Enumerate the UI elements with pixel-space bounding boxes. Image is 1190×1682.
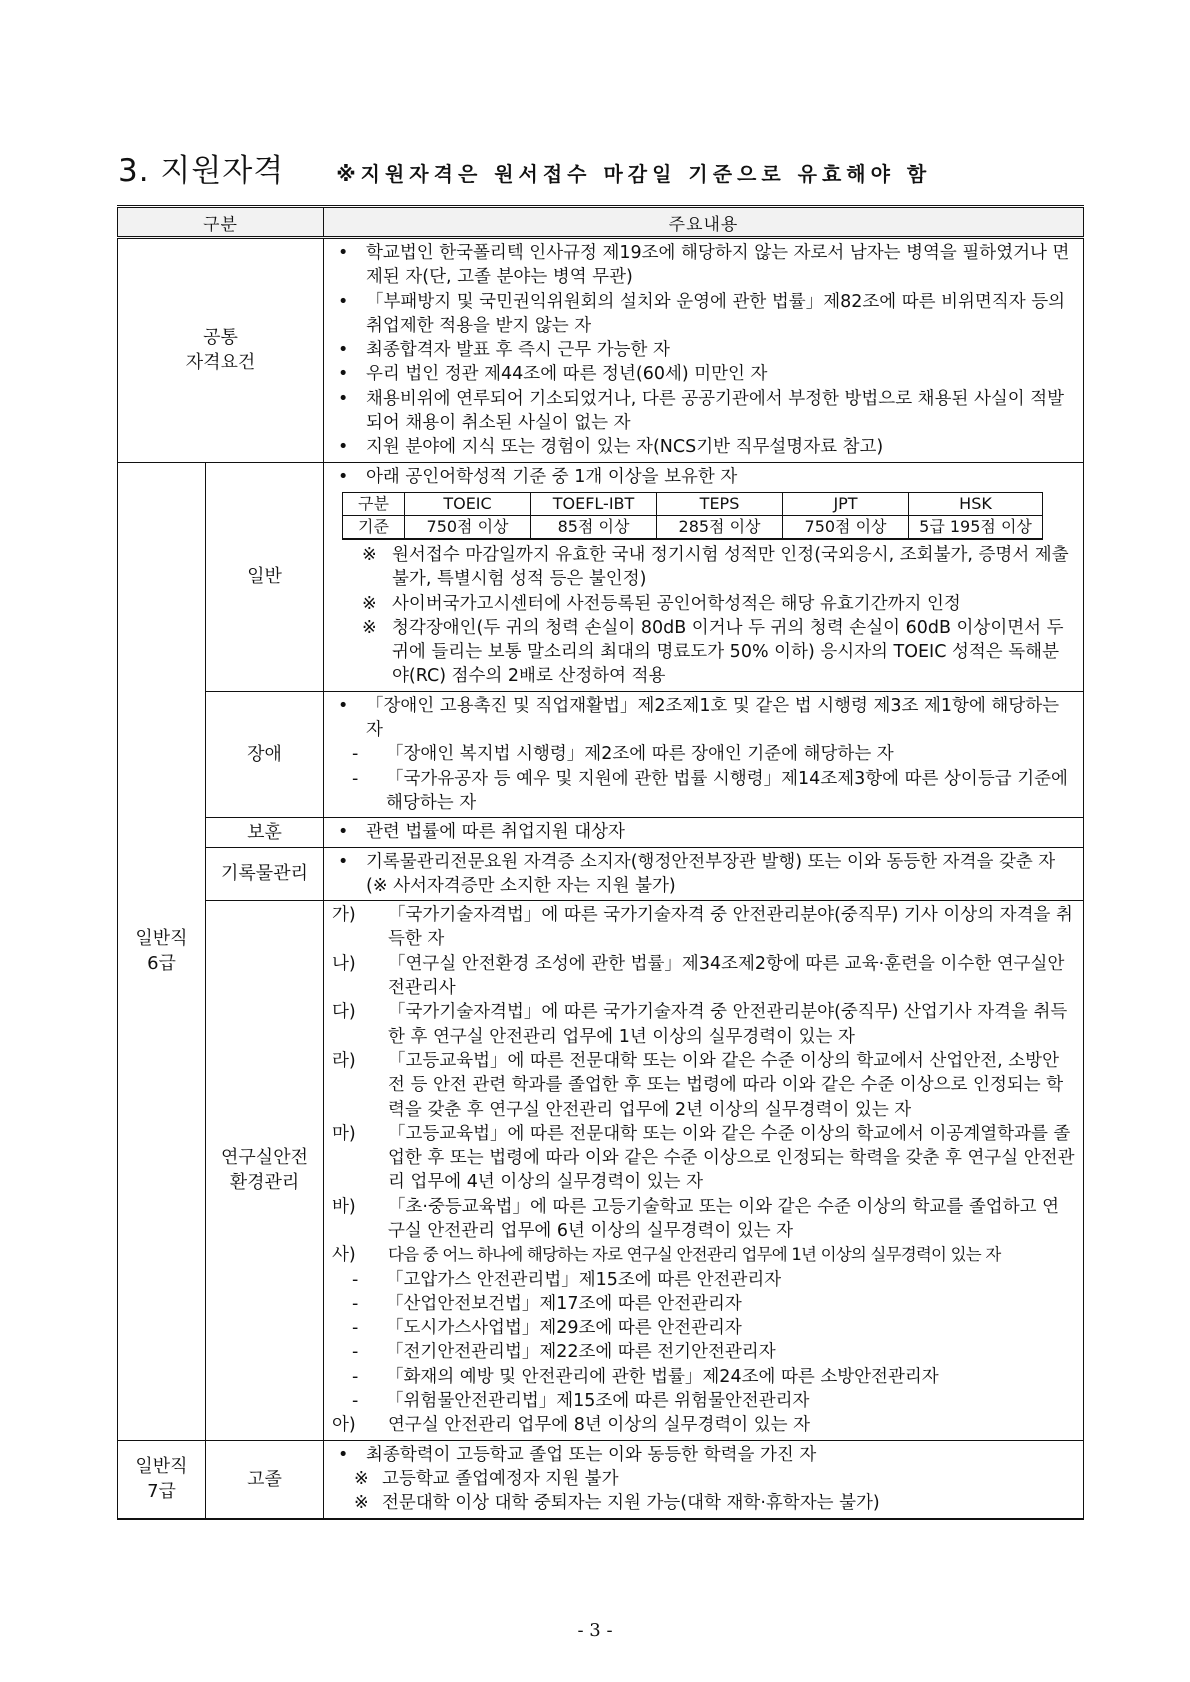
header-content: 주요내용 (324, 207, 1084, 238)
veterans-content (324, 818, 1084, 847)
list-item: • 학교법인 한국폴리텍 인사규정 제19조에 해당하지 않는 자로서 남자는 병역을 필하였거나 면제된 자(단, 고졸 분야는 병역 무관) (338, 243, 1070, 288)
disabled-content (324, 691, 1084, 817)
records-label: 기록물관리 (206, 847, 324, 901)
list-item: 사) 다음 중 어느 하나에 해당하는 자로 연구실 안전관리 업무에 1년 이상의 실무경력이 있는 자 (332, 1245, 1001, 1266)
eligibility-table (117, 205, 1084, 1520)
score-value-row: 기준 750점 이상 85점 이상 285점 이상 750점 이상 5급 195점 이상 (343, 515, 1043, 539)
highschool-content (324, 1440, 1084, 1518)
table-row-highschool (118, 1440, 1084, 1518)
sub-item: - 「산업안전보건법」제17조에 따른 안전관리자 (352, 1293, 742, 1314)
sub-item: - 「도시가스사업법」제29조에 따른 안전관리자 (352, 1318, 742, 1339)
general-label: 일반 (206, 462, 324, 691)
list-item: • 우리 법인 정관 제44조에 따른 정년(60세) 미만인 자 (338, 364, 768, 385)
highschool-label: 고졸 (206, 1440, 324, 1518)
table-row-general (118, 462, 1084, 691)
list-item: 바) 「초·중등교육법」에 따른 고등기술학교 또는 이와 같은 수준 이상의 학교를 졸업하고 연구실 안전관리 업무에 6년 이상의 실무경력이 있는 자 (332, 1196, 1059, 1241)
list-item: • 채용비위에 연루되어 기소되었거나, 다른 공공기관에서 부정한 방법으로 채용된 사실이 적발되어 채용이 취소된 사실이 없는 자 (338, 388, 1065, 434)
table-header-row (118, 207, 1084, 238)
general-content (324, 462, 1084, 691)
section-note: ※지원자격은 원서접수 마감일 기준으로 유효해야 함 (336, 162, 932, 186)
score-header-row: 구분 TOEIC TOEFL-IBT TEPS JPT HSK (343, 492, 1043, 515)
sub-item: - 「장애인 복지법 시행령」제2조에 따른 장애인 기준에 해당하는 자 (352, 744, 894, 765)
list-item: 가) 「국가기술자격법」에 따른 국가기술자격 중 안전관리분야(중직무) 기사 이상의 자격을 취득한 자 (332, 905, 1073, 950)
records-content (324, 847, 1084, 901)
list-item: • 기록물관리전문요원 자격증 소지자(행정안전부장관 발행) 또는 이와 동등한 자격을 갖춘 자 (※ 사서자격증만 소지한 자는 지원 불가) (338, 851, 1056, 896)
section-heading (118, 150, 931, 190)
list-item: 나) 「연구실 안전환경 조성에 관한 법률」제34조제2항에 따른 교육·훈련을 이수한 연구실안전관리사 (332, 953, 1065, 999)
note-item: ※ 사이버국가고시센터에 사전등록된 공인어학성적은 해당 유효기간까지 인정 (362, 593, 961, 614)
sub-item: - 「고압가스 안전관리법」제15조에 따른 안전관리자 (352, 1269, 782, 1290)
table-row-veterans (118, 818, 1084, 847)
table-row-disabled (118, 691, 1084, 817)
list-item: • 지원 분야에 지식 또는 경험이 있는 자(NCS기반 직무설명자료 참고) (338, 437, 884, 458)
header-category: 구분 (118, 207, 324, 238)
note-item: ※ 전문대학 이상 대학 중퇴자는 지원 가능(대학 재학·휴학자는 불가) (354, 1493, 880, 1514)
list-item: 다) 「국가기술자격법」에 따른 국가기술자격 중 안전관리분야(중직무) 산업기사 자격을 취득한 후 연구실 안전관리 업무에 1년 이상의 실무경력이 있는 자 (332, 1002, 1068, 1047)
language-score-table (342, 492, 1043, 540)
list-item: • 최종학력이 고등학교 졸업 또는 이와 동등한 학력을 가진 자 (338, 1444, 817, 1465)
lab-safety-label: 연구실안전 환경관리 (206, 901, 324, 1441)
list-item: • 「장애인 고용촉진 및 직업재활법」제2조제1호 및 같은 법 시행령 제3조 제1항에 해당하는 자 (338, 695, 1060, 741)
list-item: • 「부패방지 및 국민권익위원회의 설치와 운영에 관한 법률」제82조에 따른 비위면직자 등의 취업제한 적용을 받지 않는 자 (338, 291, 1066, 336)
common-content (324, 238, 1084, 463)
sub-item: - 「국가유공자 등 예우 및 지원에 관한 법률 시행령」제14조제3항에 따른 상이등급 기준에 해당하는 자 (352, 768, 1068, 813)
list-item: 마) 「고등교육법」에 따른 전문대학 또는 이와 같은 수준 이상의 학교에서 이공계열학과를 졸업한 후 또는 법령에 따라 이와 같은 수준 이상으로 인정되는 학력을 갖춘 후 연구실 안전관리 업무에 4년 이상의 실무경력이 있는 자 (332, 1123, 1075, 1193)
table-row-lab-safety (118, 901, 1084, 1441)
table-row-common (118, 238, 1084, 463)
list-item: • 최종합격자 발표 후 즉시 근무 가능한 자 (338, 340, 670, 361)
list-item: • 관련 법률에 따른 취업지원 대상자 (338, 822, 625, 843)
disabled-label: 장애 (206, 691, 324, 817)
sub-item: - 「화재의 예방 및 안전관리에 관한 법률」제24조에 따른 소방안전관리자 (352, 1366, 939, 1387)
grade6-label: 일반직 6급 (118, 462, 206, 1440)
section-title: 3. 지원자격 (118, 153, 285, 189)
list-item: 라) 「고등교육법」에 따른 전문대학 또는 이와 같은 수준 이상의 학교에서 산업안전, 소방안전 등 안전 관련 학과를 졸업한 후 또는 법령에 따라 이와 같은 수준 이상으로 인정되는 학력을 갖춘 후 연구실 안전관리 업무에 2년 이상의 실무경력이 있는 자 (332, 1050, 1064, 1120)
grade7-label: 일반직 7급 (118, 1440, 206, 1518)
note-item: ※ 청각장애인(두 귀의 청력 손실이 80dB 이거나 두 귀의 청력 손실이 60dB 이상이면서 두 귀에 들리는 보통 말소리의 최대의 명료도가 50% 이하) 응시자의 TOEIC 성적은 독해분야(RC) 점수의 2배로 산정하여 적용 (362, 617, 1064, 687)
veterans-label: 보훈 (206, 818, 324, 847)
lab-safety-content (324, 901, 1084, 1441)
table-row-records (118, 847, 1084, 901)
sub-item: - 「전기안전관리법」제22조에 따른 전기안전관리자 (352, 1342, 776, 1363)
sub-item: - 「위험물안전관리법」제15조에 따른 위험물안전관리자 (352, 1391, 810, 1412)
list-item: 아) 연구실 안전관리 업무에 8년 이상의 실무경력이 있는 자 (332, 1415, 810, 1436)
note-item: ※ 고등학교 졸업예정자 지원 불가 (354, 1468, 619, 1489)
note-item: ※ 원서접수 마감일까지 유효한 국내 정기시험 성적만 인정(국외응시, 조회불가, 증명서 제출불가, 특별시험 성적 등은 불인정) (362, 544, 1069, 590)
common-label: 공통 자격요건 (118, 238, 324, 463)
list-item: • 아래 공인어학성적 기준 중 1개 이상을 보유한 자 (338, 466, 738, 487)
page-number: - 3 - (577, 1620, 613, 1641)
